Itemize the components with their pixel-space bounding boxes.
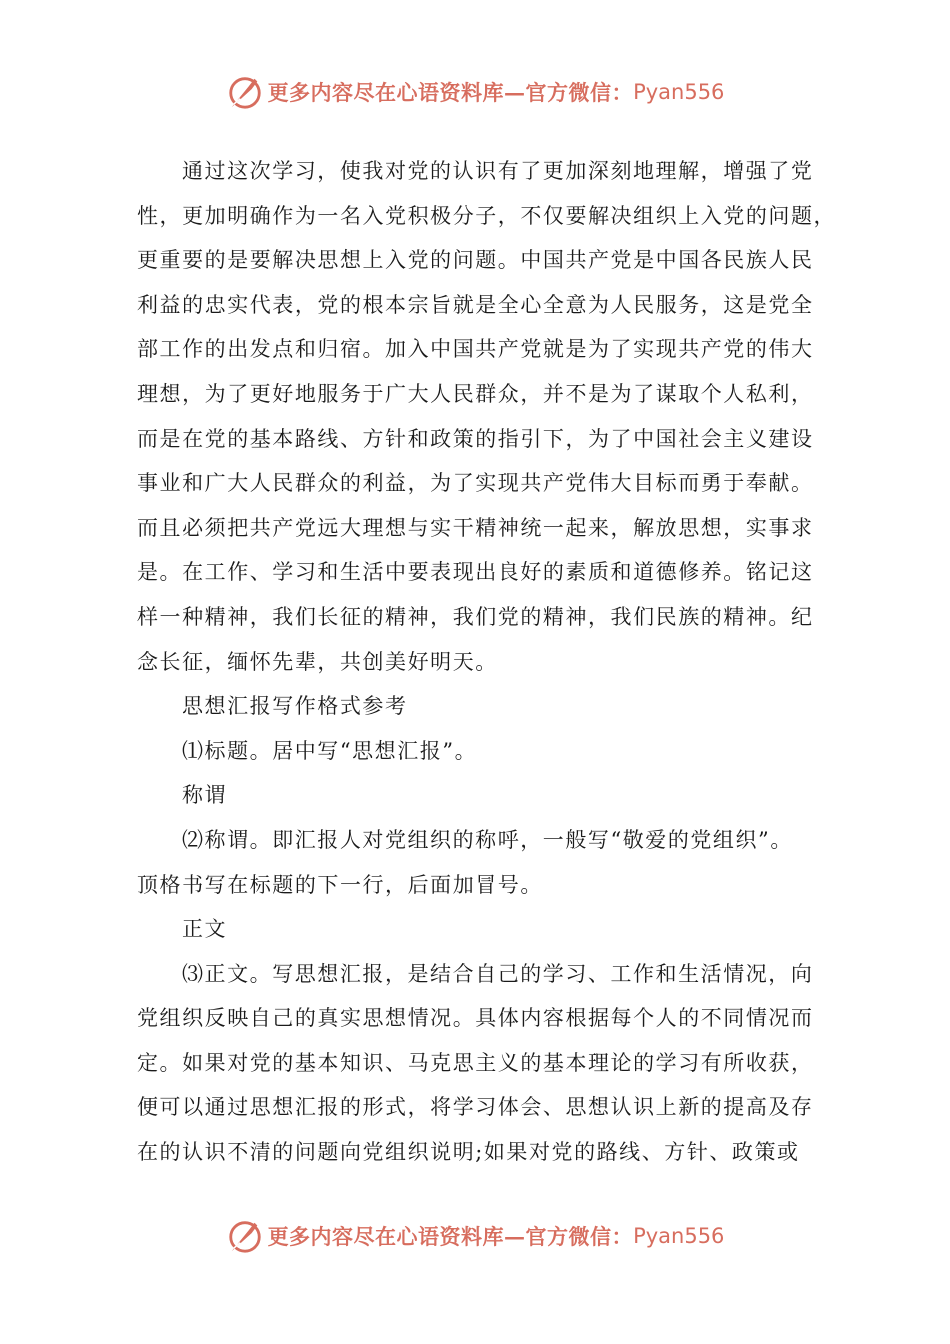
- paragraph-line: 便可以通过思想汇报的形式，将学习体会、思想认识上新的提高及存: [137, 1095, 814, 1120]
- paragraph-line: ⑶正文。写思想汇报，是结合自己的学习、工作和生活情况，向: [182, 961, 814, 986]
- header-banner-text: 更多内容尽在心语资料库—官方微信：: [267, 80, 634, 105]
- footer-banner-text: 更多内容尽在心语资料库—官方微信：: [267, 1224, 634, 1249]
- paragraph-line: 而是在党的基本路线、方针和政策的指引下，为了中国社会主义建设: [137, 426, 814, 451]
- paragraph-line: 念长征，缅怀先辈，共创美好明天。: [137, 649, 498, 674]
- paragraph-line: 党组织反映自己的真实思想情况。具体内容根据每个人的不同情况而: [137, 1006, 814, 1031]
- paragraph-line: 通过这次学习，使我对党的认识有了更加深刻地理解，增强了党: [182, 159, 814, 183]
- document-body: [137, 149, 837, 1175]
- footer-banner-wechat-id: Pyan556: [633, 1224, 725, 1248]
- paragraph-line: 顶格书写在标题的下一行，后面加冒号。: [137, 872, 543, 897]
- section-heading: 正文: [182, 917, 228, 942]
- quill-pen-logo-icon: [226, 1217, 264, 1255]
- paragraph-line: ⑴标题。居中写“思想汇报”。: [182, 738, 478, 763]
- paragraph-line: 事业和广大人民群众的利益，为了实现共产党伟大目标而勇于奉献。: [137, 471, 814, 496]
- paragraph-line: 更重要的是要解决思想上入党的问题。中国共产党是中国各民族人民: [137, 248, 814, 273]
- paragraph-line: 而且必须把共产党远大理想与实干精神统一起来，解放思想，实事求: [137, 515, 814, 540]
- paragraph-line: ⑵称谓。即汇报人对党组织的称呼，一般写“敬爱的党组织”。: [182, 827, 793, 852]
- paragraph-line: 定。如果对党的基本知识、马克思主义的基本理论的学习有所收获，: [137, 1050, 814, 1075]
- footer-banner: [0, 1211, 950, 1261]
- paragraph-line: 理想，为了更好地服务于广大人民群众，并不是为了谋取个人私利，: [137, 381, 814, 406]
- paragraph-line: 性，更加明确作为一名入党积极分子，不仅要解决组织上入党的问题，: [137, 203, 837, 228]
- paragraph-line: 在的认识不清的问题向党组织说明;如果对党的路线、方针、政策或: [137, 1140, 800, 1165]
- header-banner: [0, 67, 950, 117]
- paragraph-line: 利益的忠实代表，党的根本宗旨就是全心全意为人民服务，这是党全: [137, 292, 814, 317]
- section-heading: 思想汇报写作格式参考: [182, 694, 408, 719]
- paragraph-line: 是。在工作、学习和生活中要表现出良好的素质和道德修养。铭记这: [137, 560, 814, 585]
- header-banner-wechat-id: Pyan556: [633, 80, 725, 104]
- paragraph-line: 样一种精神，我们长征的精神，我们党的精神，我们民族的精神。纪: [137, 604, 814, 629]
- section-heading: 称谓: [182, 783, 228, 808]
- quill-pen-logo-icon: [226, 73, 264, 111]
- paragraph-line: 部工作的出发点和归宿。加入中国共产党就是为了实现共产党的伟大: [137, 337, 814, 362]
